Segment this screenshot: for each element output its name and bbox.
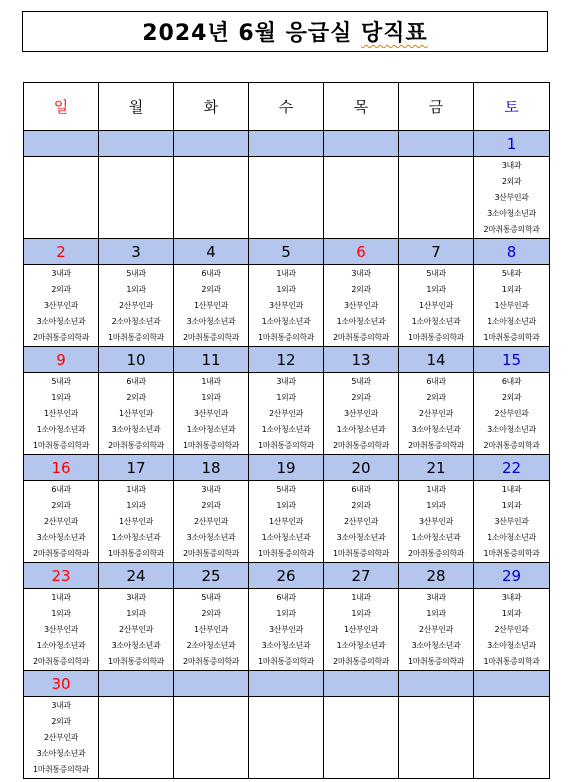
duty-entry: 3내과 (126, 593, 146, 602)
duty-entry: 2마취통증의학과 (183, 549, 239, 558)
duty-cell (474, 589, 550, 671)
weekday-wed: 수 (249, 83, 324, 131)
date-cell-wed: 12 (249, 347, 324, 373)
duty-row (24, 265, 550, 347)
duty-entry: 2마취통증의학과 (408, 441, 464, 450)
weekday-sat: 토 (474, 83, 550, 131)
duty-entry: 1소아청소년과 (411, 317, 461, 326)
weekday-sun: 일 (24, 83, 99, 131)
date-cell-fri: 28 (399, 563, 474, 589)
duty-entry: 1마취통증의학과 (33, 441, 89, 450)
duty-entry: 3내과 (51, 269, 71, 278)
duty-entry: 6내과 (126, 377, 146, 386)
duty-cell (174, 697, 249, 779)
date-cell-sun: 16 (24, 455, 99, 481)
duty-entry: 1마취통증의학과 (408, 657, 464, 666)
duty-entry: 2외과 (201, 285, 221, 294)
date-cell-tue: 18 (174, 455, 249, 481)
duty-entry: 3소아청소년과 (261, 641, 311, 650)
duty-entry: 1산부인과 (118, 409, 153, 418)
duty-entry: 1마취통증의학과 (33, 765, 89, 774)
duty-entry: 1산부인과 (268, 517, 303, 526)
duty-cell (324, 481, 399, 563)
duty-entry: 1내과 (276, 269, 296, 278)
duty-entry: 1외과 (276, 285, 296, 294)
duty-entry: 3내과 (51, 701, 71, 710)
duty-cell (174, 157, 249, 239)
date-cell-sat: 15 (474, 347, 550, 373)
duty-entry: 1외과 (501, 609, 522, 618)
duty-entry: 2산부인과 (494, 625, 529, 634)
duty-entry: 2산부인과 (43, 517, 78, 526)
duty-cell (399, 373, 474, 455)
duty-entry: 3소아청소년과 (111, 641, 161, 650)
duty-entry: 1산부인과 (494, 301, 529, 310)
date-cell-wed (249, 671, 324, 697)
duty-cell (99, 373, 174, 455)
date-cell-fri (399, 131, 474, 157)
duty-entry: 1산부인과 (193, 625, 228, 634)
duty-cell (324, 697, 399, 779)
duty-entry: 1마취통증의학과 (108, 657, 164, 666)
duty-cell (99, 265, 174, 347)
date-cell-thu (324, 131, 399, 157)
duty-entry: 2마취통증의학과 (483, 225, 540, 234)
duty-cell (399, 589, 474, 671)
duty-cell (249, 157, 324, 239)
duty-entry: 3내과 (351, 269, 371, 278)
duty-entry: 1산부인과 (418, 301, 453, 310)
duty-entry: 1외과 (426, 501, 446, 510)
duty-entry: 2외과 (201, 609, 221, 618)
duty-entry: 1소아청소년과 (261, 425, 311, 434)
duty-row (24, 589, 550, 671)
duty-entry: 1마취통증의학과 (258, 441, 314, 450)
duty-entry: 2외과 (426, 393, 446, 402)
duty-entry: 3산부인과 (43, 625, 78, 634)
duty-entry: 3산부인과 (268, 301, 303, 310)
duty-entry: 1소아청소년과 (487, 317, 536, 326)
duty-cell (174, 265, 249, 347)
duty-entry: 1마취통증의학과 (258, 549, 314, 558)
duty-entry: 1마취통증의학과 (483, 657, 540, 666)
duty-entry: 3산부인과 (343, 301, 378, 310)
duty-entry: 1소아청소년과 (261, 533, 311, 542)
date-cell-sun: 9 (24, 347, 99, 373)
duty-entry: 3산부인과 (494, 193, 529, 202)
duty-cell (474, 481, 550, 563)
duty-entry: 1외과 (126, 285, 146, 294)
date-cell-sun: 30 (24, 671, 99, 697)
duty-entry: 3소아청소년과 (487, 641, 536, 650)
date-row (24, 563, 550, 589)
weekday-mon: 월 (99, 83, 174, 131)
duty-cell (324, 265, 399, 347)
duty-entry: 1외과 (201, 393, 221, 402)
duty-entry: 1마취통증의학과 (483, 549, 540, 558)
duty-entry: 2산부인과 (268, 409, 303, 418)
date-cell-wed: 5 (249, 239, 324, 265)
duty-entry: 2외과 (501, 177, 522, 186)
duty-entry: 1내과 (426, 485, 446, 494)
weekday-thu: 목 (324, 83, 399, 131)
duty-entry: 2산부인과 (118, 301, 153, 310)
duty-entry: 1마취통증의학과 (183, 441, 239, 450)
duty-entry: 3소아청소년과 (36, 749, 86, 758)
duty-entry: 3내과 (276, 377, 296, 386)
duty-entry: 1내과 (201, 377, 221, 386)
duty-cell (249, 373, 324, 455)
duty-cell (474, 157, 550, 239)
date-cell-mon (99, 671, 174, 697)
duty-entry: 1소아청소년과 (336, 425, 386, 434)
duty-entry: 1산부인과 (193, 301, 228, 310)
duty-calendar (23, 82, 550, 779)
duty-entry: 5내과 (426, 269, 446, 278)
duty-entry: 1소아청소년과 (336, 317, 386, 326)
date-row (24, 347, 550, 373)
duty-entry: 1소아청소년과 (261, 317, 311, 326)
duty-entry: 1마취통증의학과 (258, 657, 314, 666)
duty-row (24, 697, 550, 779)
page-title (142, 16, 428, 47)
date-cell-thu: 13 (324, 347, 399, 373)
date-cell-thu: 20 (324, 455, 399, 481)
duty-entry: 2산부인과 (494, 409, 529, 418)
duty-entry: 3소아청소년과 (487, 209, 536, 218)
date-cell-fri: 14 (399, 347, 474, 373)
duty-cell (324, 589, 399, 671)
duty-entry: 2외과 (201, 501, 221, 510)
duty-entry: 3소아청소년과 (487, 425, 536, 434)
date-cell-sat (474, 671, 550, 697)
date-cell-tue (174, 131, 249, 157)
duty-entry: 3산부인과 (268, 625, 303, 634)
date-cell-thu: 6 (324, 239, 399, 265)
duty-cell (24, 481, 99, 563)
duty-cell (24, 157, 99, 239)
duty-entry: 2외과 (501, 393, 522, 402)
duty-entry: 2외과 (351, 285, 371, 294)
duty-entry: 3내과 (501, 593, 522, 602)
date-cell-mon: 17 (99, 455, 174, 481)
duty-entry: 2외과 (51, 501, 71, 510)
duty-entry: 1외과 (126, 501, 146, 510)
date-cell-sat: 8 (474, 239, 550, 265)
duty-entry: 5내과 (51, 377, 71, 386)
duty-entry: 3소아청소년과 (411, 425, 461, 434)
duty-entry: 1소아청소년과 (487, 533, 536, 542)
duty-cell (24, 373, 99, 455)
duty-entry: 2외과 (51, 285, 71, 294)
weekday-fri: 금 (399, 83, 474, 131)
date-cell-sat: 1 (474, 131, 550, 157)
duty-entry: 1외과 (276, 501, 296, 510)
duty-entry: 2마취통증의학과 (183, 657, 239, 666)
duty-entry: 2마취통증의학과 (333, 657, 389, 666)
duty-cell (249, 697, 324, 779)
duty-entry: 1외과 (51, 609, 71, 618)
duty-entry: 2산부인과 (418, 625, 453, 634)
duty-cell (474, 697, 550, 779)
duty-entry: 2마취통증의학과 (33, 333, 89, 342)
duty-entry: 1소아청소년과 (336, 641, 386, 650)
date-row (24, 131, 550, 157)
duty-entry: 1내과 (126, 485, 146, 494)
duty-entry: 2마취통증의학과 (33, 657, 89, 666)
date-row (24, 239, 550, 265)
date-cell-mon (99, 131, 174, 157)
title-suffix: 당직표 (361, 21, 428, 46)
duty-cell (249, 589, 324, 671)
duty-cell (324, 373, 399, 455)
duty-cell (249, 265, 324, 347)
duty-entry: 1산부인과 (343, 625, 378, 634)
weekday-tue: 화 (174, 83, 249, 131)
date-cell-tue (174, 671, 249, 697)
duty-entry: 2마취통증의학과 (483, 441, 540, 450)
duty-entry: 2외과 (126, 393, 146, 402)
weekday-header-row (24, 83, 550, 131)
duty-entry: 6내과 (426, 377, 446, 386)
duty-entry: 1외과 (276, 609, 296, 618)
duty-entry: 2소아청소년과 (186, 641, 236, 650)
date-cell-sun: 2 (24, 239, 99, 265)
duty-entry: 2마취통증의학과 (408, 549, 464, 558)
duty-entry: 2산부인과 (118, 625, 153, 634)
duty-cell (399, 157, 474, 239)
date-cell-tue: 4 (174, 239, 249, 265)
date-cell-tue: 25 (174, 563, 249, 589)
duty-entry: 3소아청소년과 (111, 425, 161, 434)
duty-cell (174, 481, 249, 563)
duty-row (24, 373, 550, 455)
duty-entry: 1외과 (426, 285, 446, 294)
duty-cell (474, 265, 550, 347)
date-cell-mon: 10 (99, 347, 174, 373)
duty-entry: 1소아청소년과 (411, 533, 461, 542)
duty-cell (24, 697, 99, 779)
duty-cell (99, 697, 174, 779)
duty-entry: 3산부인과 (43, 301, 78, 310)
duty-entry: 5내과 (276, 485, 296, 494)
duty-entry: 2마취통증의학과 (33, 549, 89, 558)
duty-entry: 5내과 (126, 269, 146, 278)
duty-entry: 3산부인과 (343, 409, 378, 418)
duty-cell (99, 481, 174, 563)
duty-entry: 1소아청소년과 (186, 425, 236, 434)
duty-entry: 1마취통증의학과 (108, 549, 164, 558)
date-cell-fri (399, 671, 474, 697)
duty-entry: 2마취통증의학과 (333, 333, 389, 342)
date-cell-sun (24, 131, 99, 157)
duty-entry: 3내과 (426, 593, 446, 602)
duty-cell (474, 373, 550, 455)
duty-entry: 1산부인과 (43, 409, 78, 418)
duty-entry: 1마취통증의학과 (258, 333, 314, 342)
date-cell-mon: 3 (99, 239, 174, 265)
duty-entry: 3소아청소년과 (186, 317, 236, 326)
date-cell-wed: 26 (249, 563, 324, 589)
duty-cell (174, 589, 249, 671)
duty-cell (99, 157, 174, 239)
duty-entry: 6내과 (351, 485, 371, 494)
duty-entry: 1내과 (501, 485, 522, 494)
duty-entry: 2산부인과 (343, 517, 378, 526)
duty-entry: 2산부인과 (193, 517, 228, 526)
title-box (22, 11, 548, 52)
date-cell-tue: 11 (174, 347, 249, 373)
duty-entry: 6내과 (276, 593, 296, 602)
duty-entry: 3소아청소년과 (36, 317, 86, 326)
duty-entry: 3소아청소년과 (36, 533, 86, 542)
date-cell-mon: 24 (99, 563, 174, 589)
duty-entry: 1내과 (351, 593, 371, 602)
duty-entry: 3소아청소년과 (186, 533, 236, 542)
duty-entry: 2외과 (351, 501, 371, 510)
duty-entry: 3산부인과 (193, 409, 228, 418)
duty-entry: 3소아청소년과 (336, 533, 386, 542)
duty-entry: 3산부인과 (418, 517, 453, 526)
date-cell-fri: 21 (399, 455, 474, 481)
duty-entry: 1외과 (126, 609, 146, 618)
duty-entry: 6내과 (201, 269, 221, 278)
duty-entry: 2외과 (51, 717, 71, 726)
duty-entry: 3소아청소년과 (411, 641, 461, 650)
duty-entry: 2외과 (351, 393, 371, 402)
duty-entry: 1외과 (51, 393, 71, 402)
duty-cell (99, 589, 174, 671)
duty-entry: 6내과 (501, 377, 522, 386)
date-row (24, 671, 550, 697)
duty-row (24, 481, 550, 563)
duty-entry: 1외과 (501, 285, 522, 294)
duty-entry: 2마취통증의학과 (333, 441, 389, 450)
date-cell-fri: 7 (399, 239, 474, 265)
duty-entry: 1산부인과 (118, 517, 153, 526)
title-prefix: 2024년 6월 응급실 (142, 21, 361, 46)
duty-entry: 1외과 (351, 609, 371, 618)
duty-entry: 2산부인과 (43, 733, 78, 742)
date-row (24, 455, 550, 481)
duty-cell (249, 481, 324, 563)
duty-entry: 1마취통증의학과 (108, 333, 164, 342)
duty-entry: 1마취통증의학과 (333, 549, 389, 558)
duty-entry: 2산부인과 (418, 409, 453, 418)
duty-row (24, 157, 550, 239)
duty-cell (399, 697, 474, 779)
duty-cell (399, 481, 474, 563)
date-cell-thu (324, 671, 399, 697)
date-cell-thu: 27 (324, 563, 399, 589)
duty-entry: 1외과 (276, 393, 296, 402)
duty-entry: 5내과 (201, 593, 221, 602)
duty-entry: 5내과 (351, 377, 371, 386)
duty-entry: 3내과 (201, 485, 221, 494)
duty-entry: 1외과 (501, 501, 522, 510)
duty-entry: 5내과 (501, 269, 522, 278)
duty-cell (399, 265, 474, 347)
duty-cell (24, 589, 99, 671)
duty-entry: 1소아청소년과 (36, 425, 86, 434)
date-cell-sun: 23 (24, 563, 99, 589)
date-cell-sat: 29 (474, 563, 550, 589)
duty-entry: 2소아청소년과 (111, 317, 161, 326)
duty-entry: 2마취통증의학과 (183, 333, 239, 342)
duty-entry: 6내과 (51, 485, 71, 494)
date-cell-wed: 19 (249, 455, 324, 481)
duty-entry: 1외과 (426, 609, 446, 618)
duty-entry: 1마취통증의학과 (408, 333, 464, 342)
date-cell-wed (249, 131, 324, 157)
duty-entry: 1내과 (51, 593, 71, 602)
duty-entry: 2마취통증의학과 (108, 441, 164, 450)
duty-cell (24, 265, 99, 347)
duty-cell (324, 157, 399, 239)
duty-entry: 1소아청소년과 (111, 533, 161, 542)
duty-cell (174, 373, 249, 455)
duty-entry: 3내과 (501, 161, 522, 170)
duty-entry: 3산부인과 (494, 517, 529, 526)
date-cell-sat: 22 (474, 455, 550, 481)
duty-entry: 1소아청소년과 (36, 641, 86, 650)
duty-entry: 1마취통증의학과 (483, 333, 540, 342)
